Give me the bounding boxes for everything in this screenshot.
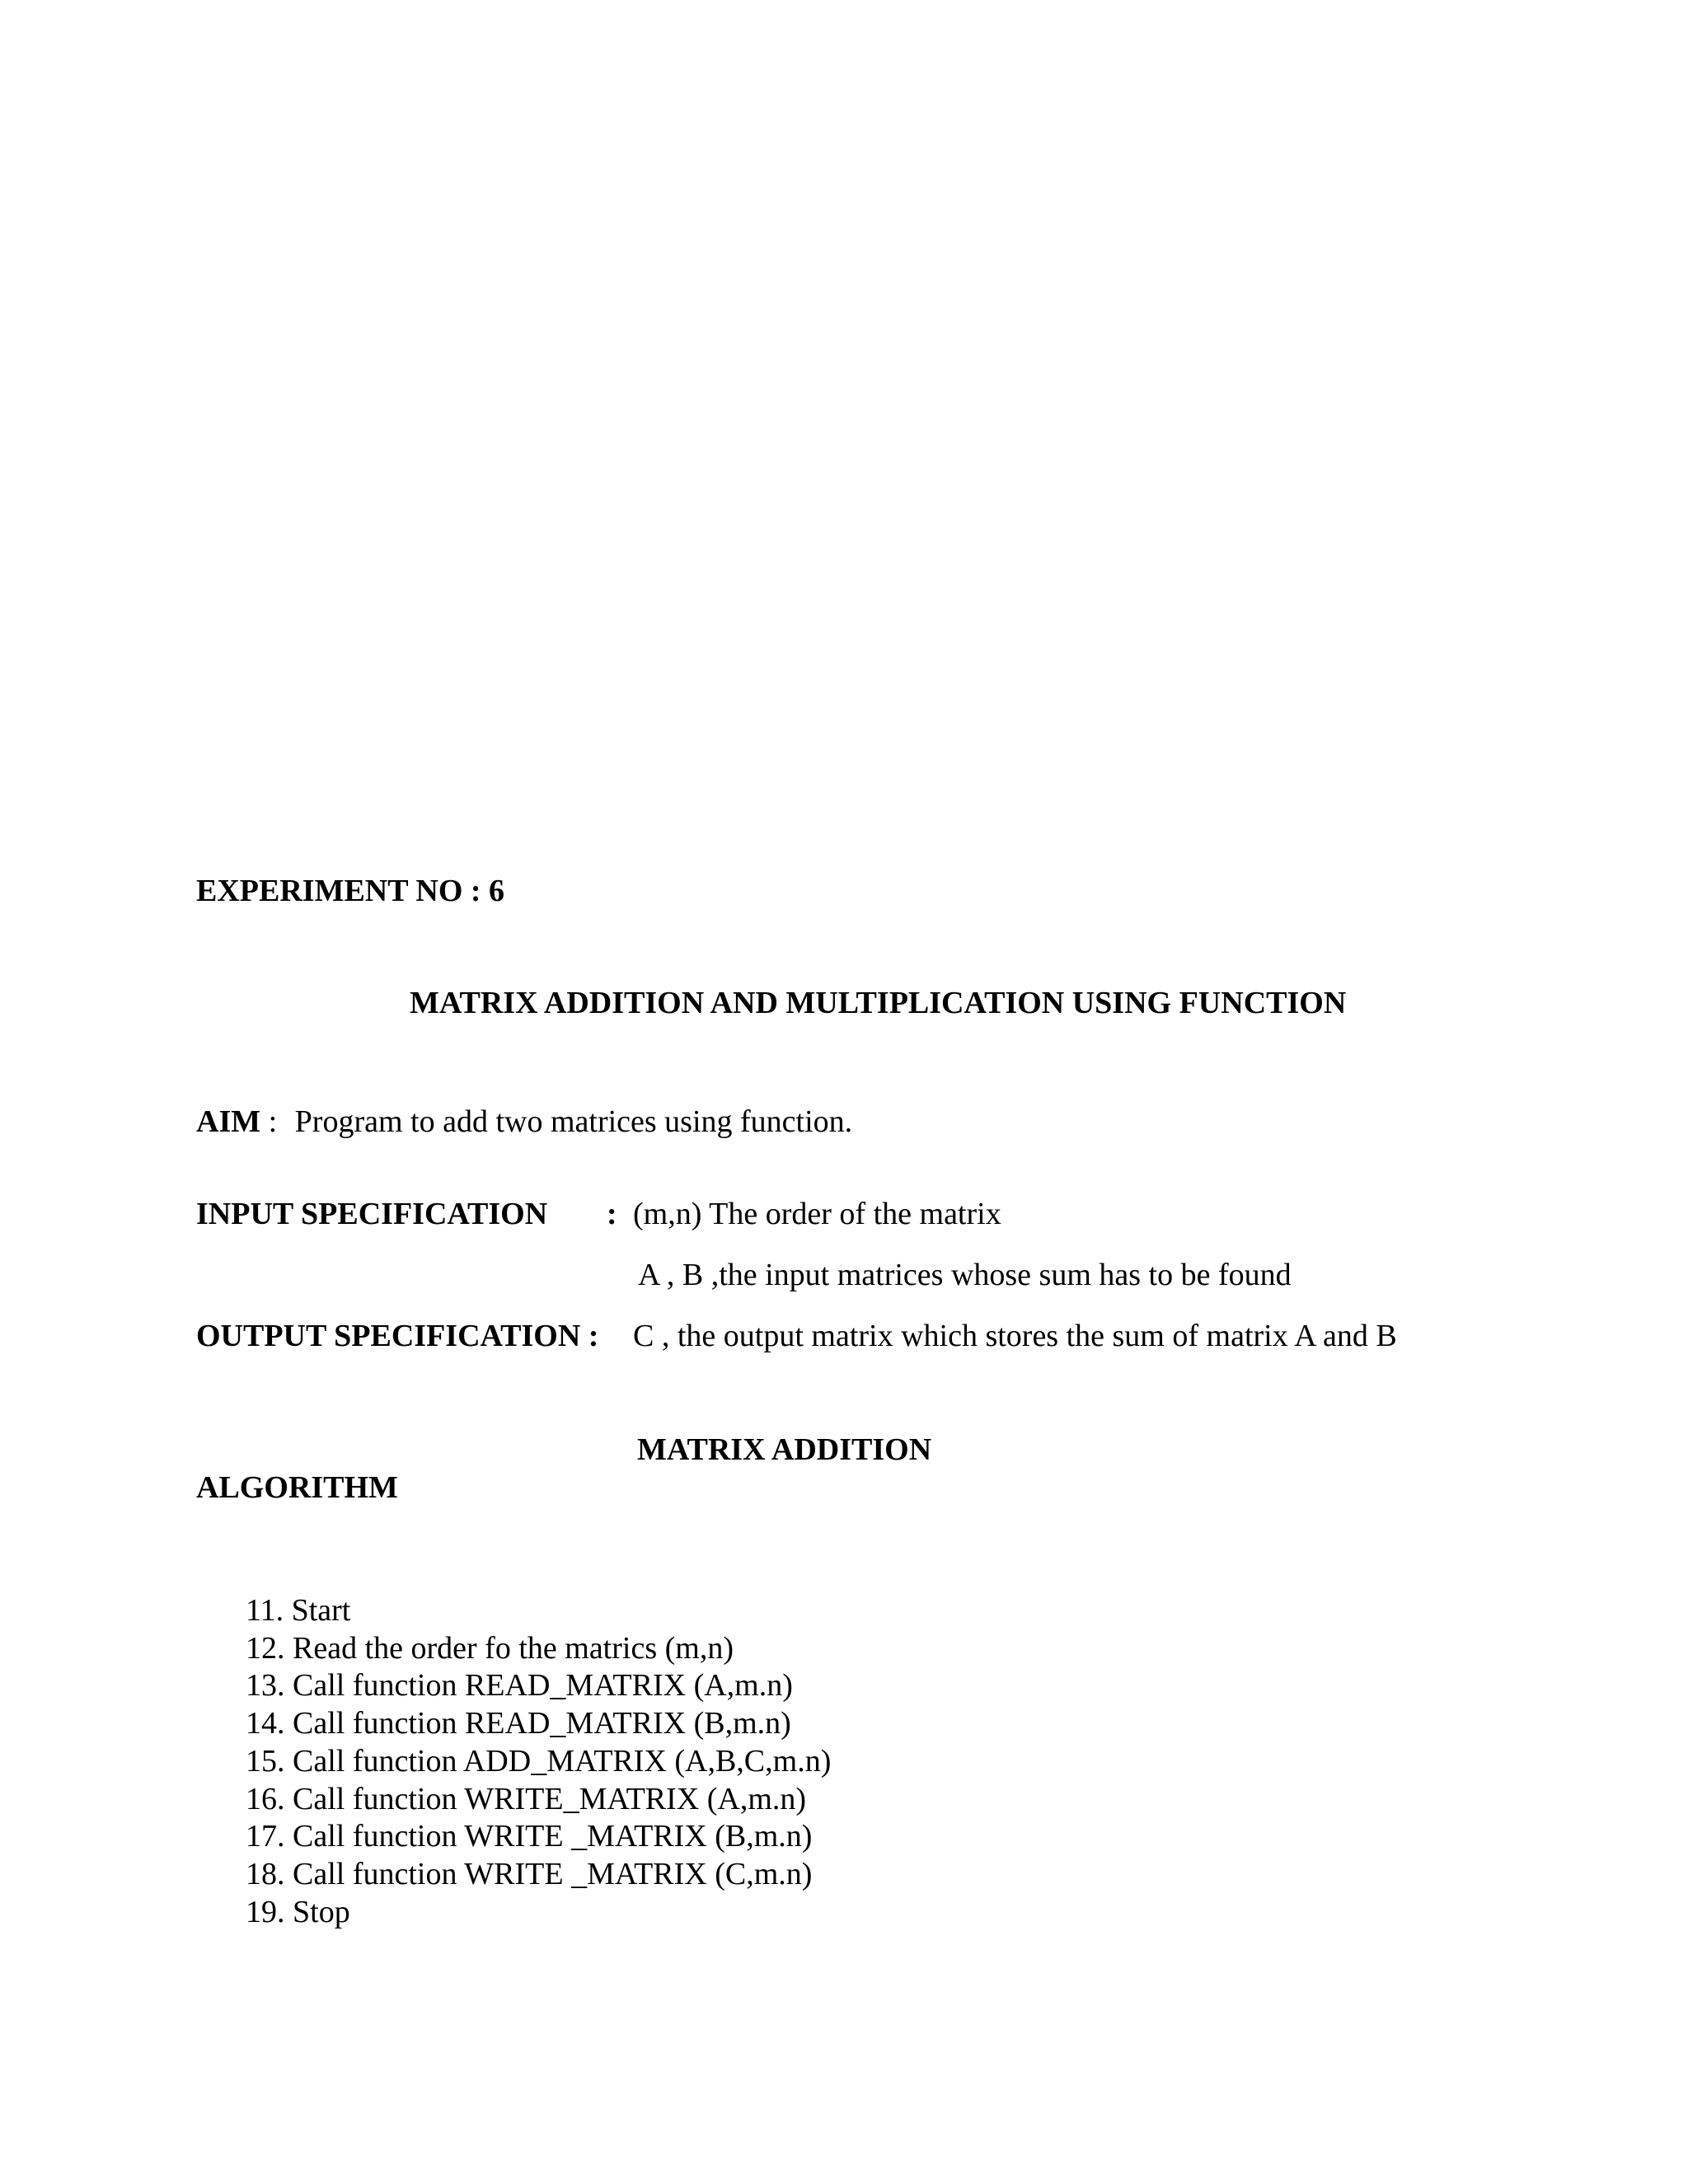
page-title: MATRIX ADDITION AND MULTIPLICATION USING FUNCTION bbox=[410, 986, 1347, 1020]
algorithm-step: 18. Call function WRITE _MATRIX (C,m.n) bbox=[246, 1856, 813, 1891]
output-spec-label: OUTPUT SPECIFICATION : bbox=[196, 1319, 599, 1353]
input-spec-line2: A , B ,the input matrices whose sum has to be found bbox=[638, 1258, 1292, 1292]
algorithm-label: ALGORITHM bbox=[196, 1470, 398, 1505]
algorithm-step: 15. Call function ADD_MATRIX (A,B,C,m.n) bbox=[246, 1743, 832, 1779]
algorithm-step: 16. Call function WRITE_MATRIX (A,m.n) bbox=[246, 1781, 807, 1816]
input-spec-separator: : bbox=[607, 1197, 617, 1231]
input-spec-line1: (m,n) The order of the matrix bbox=[633, 1197, 1001, 1231]
output-spec-text: C , the output matrix which stores the sum of matrix A and B bbox=[633, 1319, 1397, 1353]
input-spec-label: INPUT SPECIFICATION bbox=[196, 1197, 548, 1231]
algorithm-steps bbox=[246, 1592, 831, 1931]
experiment-number: EXPERIMENT NO : 6 bbox=[196, 874, 505, 908]
algorithm-step: 13. Call function READ_MATRIX (A,m.n) bbox=[246, 1668, 793, 1704]
aim-text: Program to add two matrices using function. bbox=[294, 1104, 853, 1139]
section-heading: MATRIX ADDITION bbox=[637, 1432, 932, 1467]
aim-separator: : bbox=[268, 1104, 278, 1139]
algorithm-step: 14. Call function READ_MATRIX (B,m.n) bbox=[246, 1706, 791, 1741]
algorithm-step: 12. Read the order fo the matrics (m,n) bbox=[246, 1630, 734, 1666]
algorithm-step: 19. Stop bbox=[246, 1894, 350, 1929]
aim-row bbox=[196, 1106, 852, 1137]
aim-label: AIM bbox=[196, 1104, 261, 1139]
algorithm-step: 17. Call function WRITE _MATRIX (B,m.n) bbox=[246, 1819, 813, 1854]
algorithm-step: 11. Start bbox=[246, 1593, 351, 1628]
